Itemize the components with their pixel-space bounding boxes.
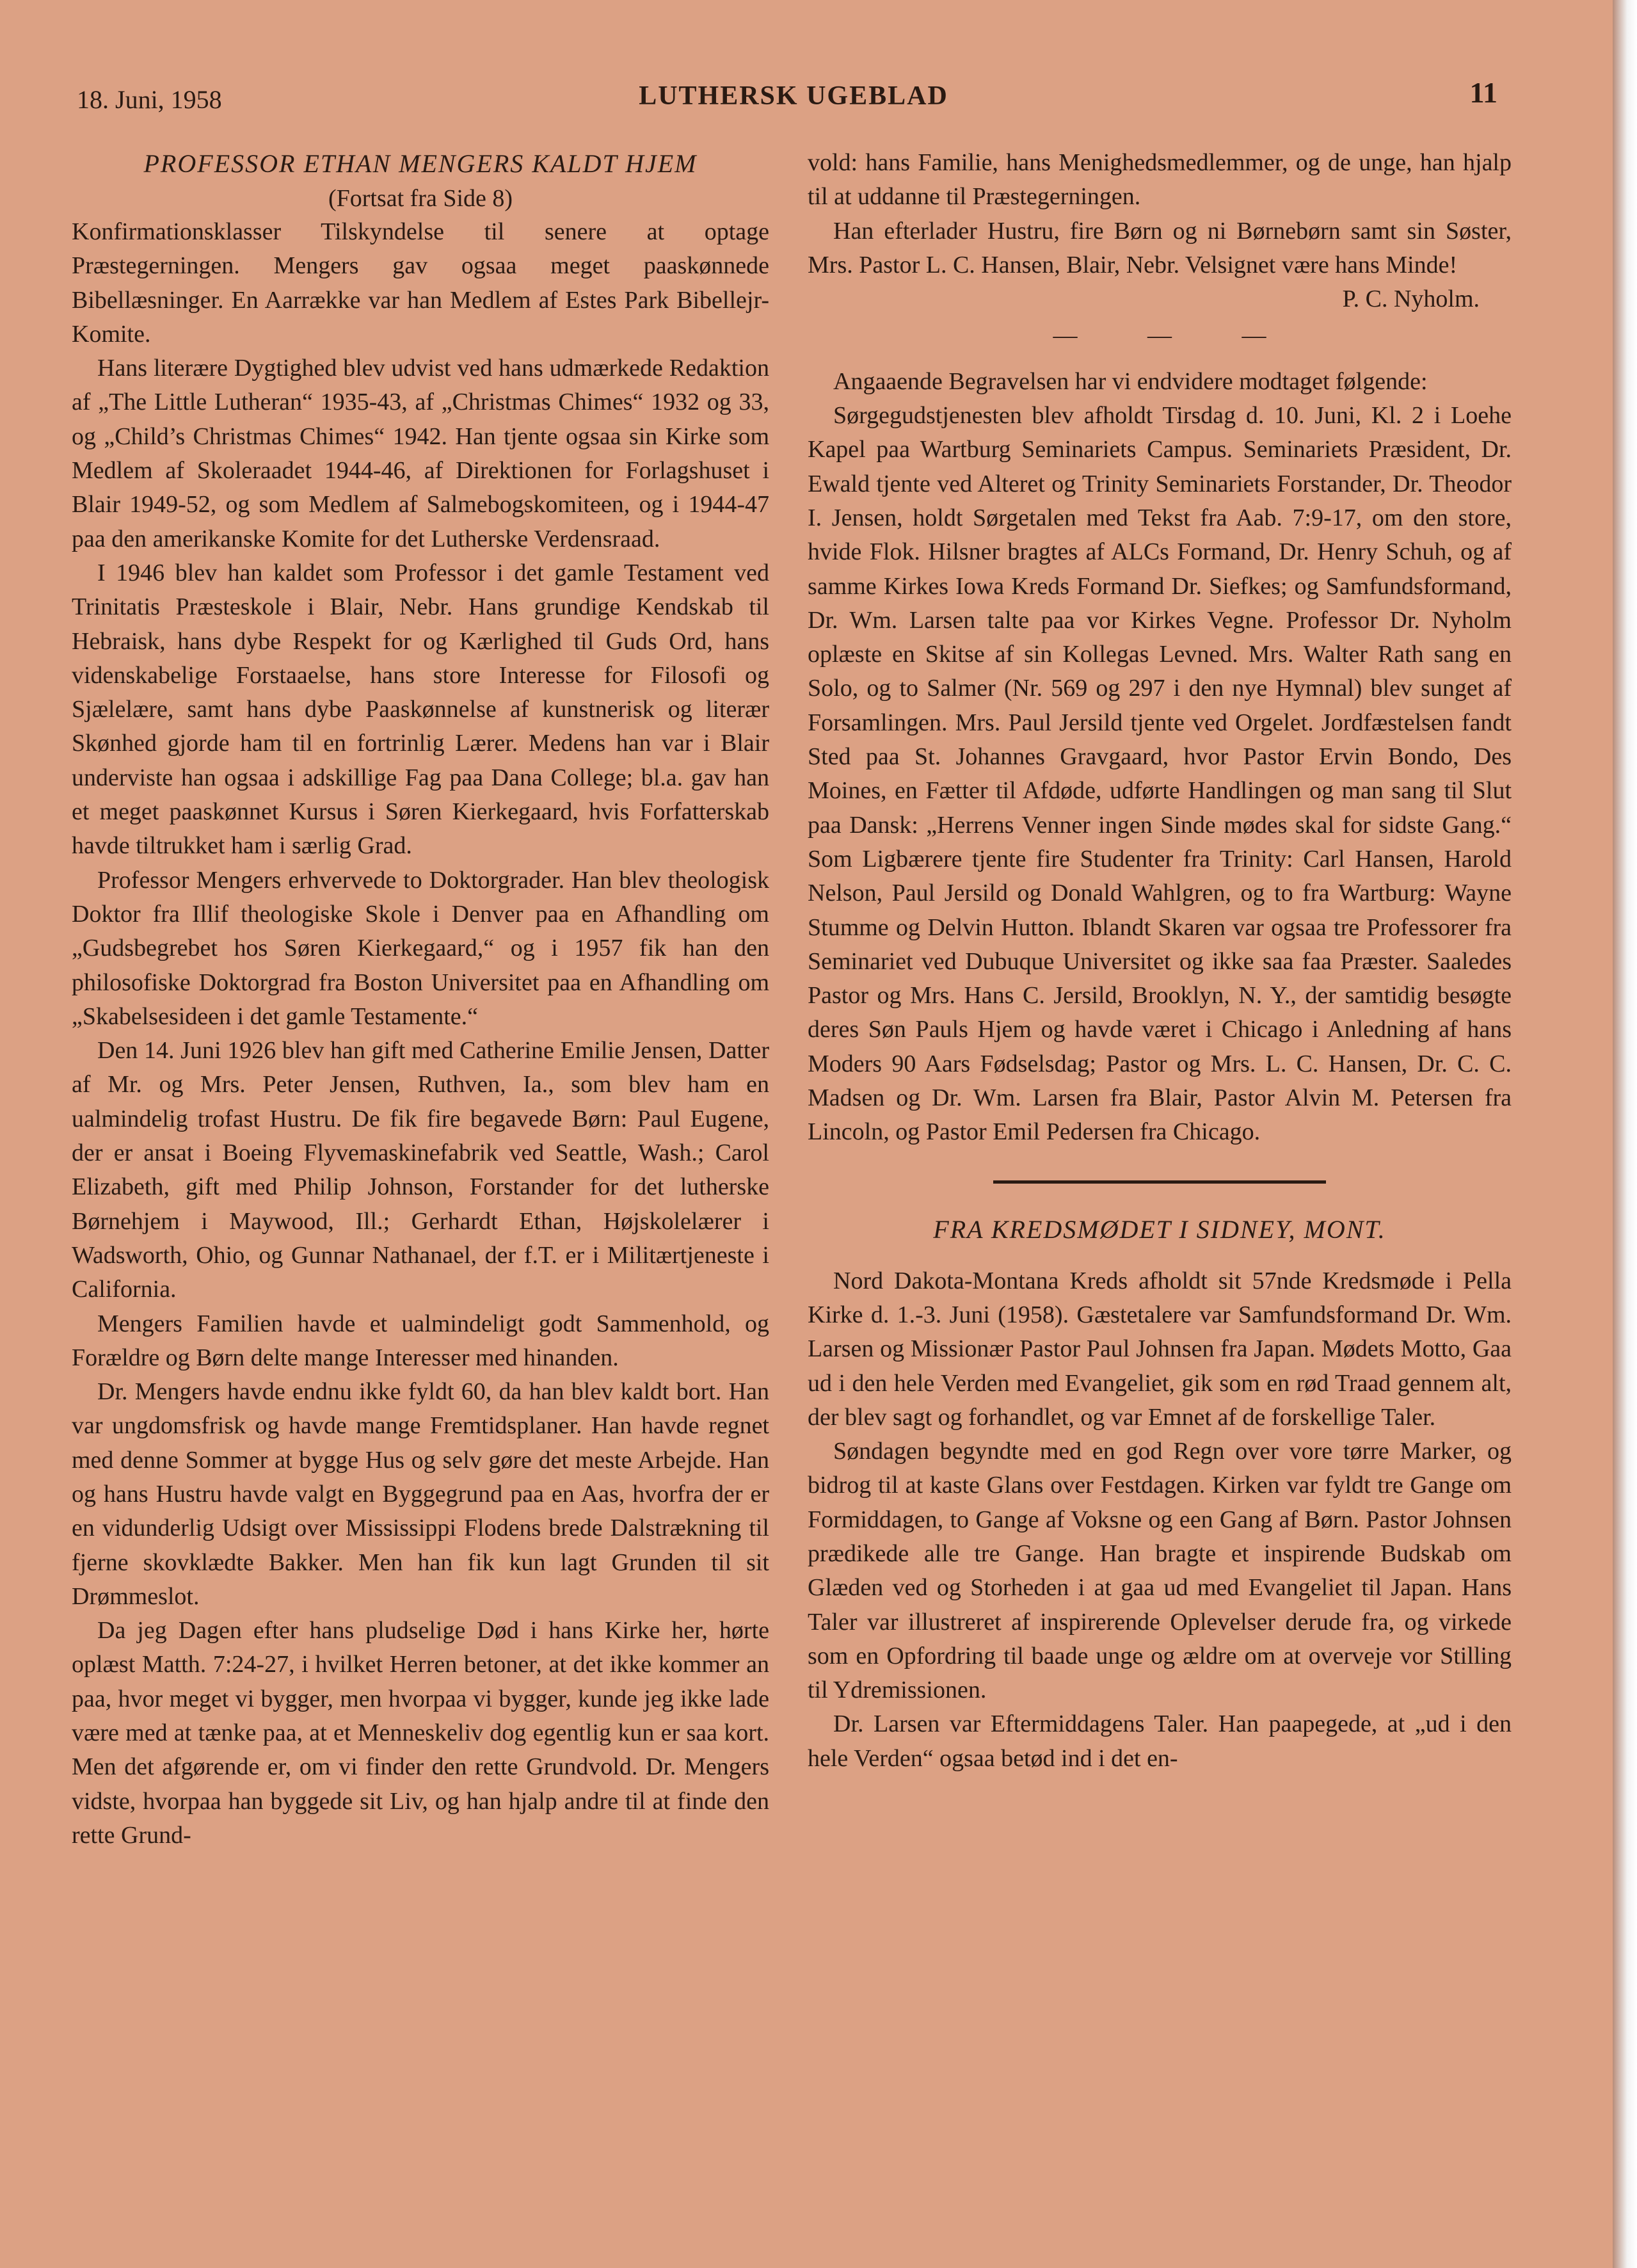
paragraph: Hans literære Dygtighed blev udvist ved hans udmærkede Redaktion af „The Little Lutheran“ 1935-43, af „Christmas Chimes“ 1932 og 33, og „Child’s Christmas Chimes“ 1942. Han tjente ogsaa sin Kirke som Medlem af Skoleraadet 1944-46, af Direktionen for Forlagshuset i Blair 1949-52, og som Medlem af Salmebogskomiteen, og i 1944-47 paa den amerikanske Komite for det Lutherske Verdensraad. (72, 355, 769, 552)
right-column (808, 146, 1512, 1776)
paragraph: Angaaende Begravelsen har vi endvidere modtaget følgende: (833, 367, 1428, 395)
masthead: LUTHERSK UGEBLAD (639, 81, 948, 111)
paragraph: Mengers Familien havde et ualmindeligt godt Sammenhold, og Forældre og Børn delte mange Interesser med hinanden. (72, 1310, 769, 1371)
paragraph: Dr. Mengers havde endnu ikke fyldt 60, da han blev kaldt bort. Han var ungdomsfrisk og havde mange Fremtidsplaner. Han havde regnet med denne Sommer at bygge Hus og selv gøre det meste Arbejde. Han og hans Hustru havde valgt en Byggegrund paa en Aas, hvorfra der er en vidunderlig Udsigt over Mississippi Flodens brede Dalstrækning til fjerne skovklædte Bakker. Men han fik kun lagt Grunden til sit Drømmeslot. (72, 1378, 769, 1610)
paragraph: I 1946 blev han kaldet som Professor i det gamle Testament ved Trinitatis Præsteskole i Blair, Nebr. Hans grundige Kendskab til Hebraisk, hans dybe Respekt for og Kærlighed til Guds Ord, hans videnskabelige Forstaaelse, hans store Interesse for Filosofi og Sjælelære, samt hans dybe Paaskønnelse af kunstnerisk og literær Skønhed gjorde ham til en fortrinlig Lærer. Medens han var i Blair underviste han ogsaa i adskillige Fag paa Dana College; bl.a. gav han et meget paaskønnet Kursus i Søren Kierkegaard, hvis Forfatterskab havde tiltrukket ham i særlig Grad. (72, 559, 769, 860)
paragraph: Da jeg Dagen efter hans pludselige Død i hans Kirke her, hørte oplæst Matth. 7:24-27, i hvilket Herren betoner, at det ikke kommer an paa, hvor meget vi bygger, men hvorpaa vi bygger, kunde jeg ikke lade være med at tænke paa, at et Menneskeliv dog egentlig kun er saa kort. Men det afgørende er, om vi finder den rette Grundvold. Dr. Mengers vidste, hvorpaa han byggede sit Liv, og han hjalp andre til at finde den rette Grund- (72, 1617, 769, 1849)
paragraph: Konfirmationsklasser Tilskyndelse til senere at optage Præstegerningen. Mengers gav ogsaa meget paaskønnede Bibellæsninger. En Aarrække var han Medlem af Estes Park Bibellejr-Komite. (72, 218, 769, 348)
page-header (77, 76, 1510, 120)
scan-edge (1613, 0, 1637, 2268)
spacer (808, 1248, 1512, 1264)
article-title: FRA KREDSMØDET I SIDNEY, MONT. (933, 1214, 1386, 1244)
article-continuation-note: (Fortsat fra Side 8) (328, 185, 513, 212)
paragraph: vold: hans Familie, hans Menighedsmedlemmer, og de unge, han hjalp til at uddanne til Præstegerningen. (808, 149, 1512, 211)
paragraph: Professor Mengers erhvervede to Doktorgrader. Han blev theologisk Doktor fra Illif theologiske Skole i Denver paa en Afhandling om „Gudsbegrebet hos Søren Kierkegaard,“ og i 1957 fik han den philosofiske Doktorgrad fra Boston Universitet paa en Afhandling om „Skabelsesideen i det gamle Testamente.“ (72, 866, 769, 1030)
paragraph: Sørgegudstjenesten blev afholdt Tirsdag d. 10. Juni, Kl. 2 i Loehe Kapel paa Wartburg Seminariets Campus. Seminariets Præsident, Dr. Ewald tjente ved Alteret og Trinity Seminariets Forstander, Dr. Theodor I. Jensen, holdt Sørgetalen med Tekst fra Aab. 7:9-17, om den store, hvide Flok. Hilsner bragtes af ALCs Formand, Dr. Henry Schuh, og af samme Kirkes Iowa Kreds Formand Dr. Siefkes; og Samfundsformand, Dr. Wm. Larsen talte paa vor Kirkes Vegne. Professor Dr. Nyholm oplæste en Skitse af sin Kollegas Levned. Mrs. Walter Rath sang en Solo, og to Salmer (Nr. 569 og 297 i den nye Hymnal) blev sunget af Forsamlingen. Mrs. Paul Jersild tjente ved Orgelet. Jordfæstelsen fandt Sted paa St. Johannes Gravgaard, hvor Pastor Ervin Bondo, Des Moines, en Fætter til Afdøde, udførte Handlingen og man sang til Slut paa Dansk: „Herrens Venner ingen Sinde mødes skal for sidste Gang.“ Som Ligbærere tjente fire Studenter fra Trinity: Carl Hansen, Harold Nelson, Paul Jersild og Donald Wahlgren, og to fra Wartburg: Wayne Stumme og Delvin Hutton. Iblandt Skaren var ogsaa tre Professorer fra Seminariet ved Dubuque Universitet og ikke saa faa Præster. Saaledes Pastor og Mrs. Hans C. Jersild, Brooklyn, N. Y., der samtidig besøgte deres Søn Pauls Hjem og havde været i Chicago i Anledning af hans Moders 90 Aars Fødselsdag; Pastor og Mrs. L. C. Hansen, Dr. C. C. Madsen og Dr. Wm. Larsen fra Blair, Pastor Alvin M. Petersen fra Lincoln, og Pastor Emil Pedersen fra Chicago. (808, 402, 1512, 1146)
article-separator-rule (993, 1180, 1326, 1184)
paragraph: Dr. Larsen var Eftermiddagens Taler. Han paapegede, at „ud i den hele Verden“ ogsaa betød ind i det en- (808, 1710, 1512, 1772)
paragraph: Søndagen begyndte med en god Regn over vore tørre Marker, og bidrog til at kaste Glans over Festdagen. Kirken var fyldt tre Gange om Formiddagen, to Gange af Voksne og een Gang af Børn. Pastor Johnsen prædikede alle tre Gange. Han bragte et inspirende Budskab om Glæden ved og Storheden i at gaa ud med Evangeliet til Japan. Hans Taler var illustreret af inspirerende Oplevelser derude fra, og virkede som en Opfordring til baade unge og ældre om at overveje vor Stilling til Ydremissionen. (808, 1438, 1512, 1704)
author-signature: P. C. Nyholm. (1342, 286, 1480, 313)
paragraph: Nord Dakota-Montana Kreds afholdt sit 57nde Kredsmøde i Pella Kirke d. 1.-3. Juni (1958). Gæstetalere var Samfundsformand Dr. Wm. Larsen og Missionær Pastor Paul Johnsen fra Japan. Mødets Motto, Gaa ud i den hele Verden med Evangeliet, gik som en rød Traad gennem alt, der blev sagt og forhandlet, og var Emnet af de forskellige Taler. (808, 1267, 1512, 1431)
issue-date: 18. Juni, 1958 (77, 85, 222, 114)
page-number: 11 (1469, 76, 1497, 109)
section-divider-dashes: — — — (1053, 322, 1298, 350)
paragraph: Den 14. Juni 1926 blev han gift med Catherine Emilie Jensen, Datter af Mr. og Mrs. Peter Jensen, Ruthven, Ia., som blev ham en ualmindelig trofast Hustru. De fik fire begavede Børn: Paul Eugene, der er ansat i Boeing Flyvemaskinefabrik ved Seattle, Wash.; Carol Elizabeth, gift med Philip Johnson, Forstander for det lutherske Børnehjem i Maywood, Ill.; Gerhardt Ethan, Højskolelærer i Wadsworth, Ohio, og Gunnar Nathanael, der f.T. er i Militærtjeneste i California. (72, 1037, 769, 1303)
article-title: PROFESSOR ETHAN MENGERS KALDT HJEM (143, 149, 698, 178)
paragraph: Han efterlader Hustru, fire Børn og ni Børnebørn samt sin Søster, Mrs. Pastor L. C. Hansen, Blair, Nebr. Velsignet være hans Minde! (808, 217, 1512, 278)
left-column (72, 146, 769, 1853)
